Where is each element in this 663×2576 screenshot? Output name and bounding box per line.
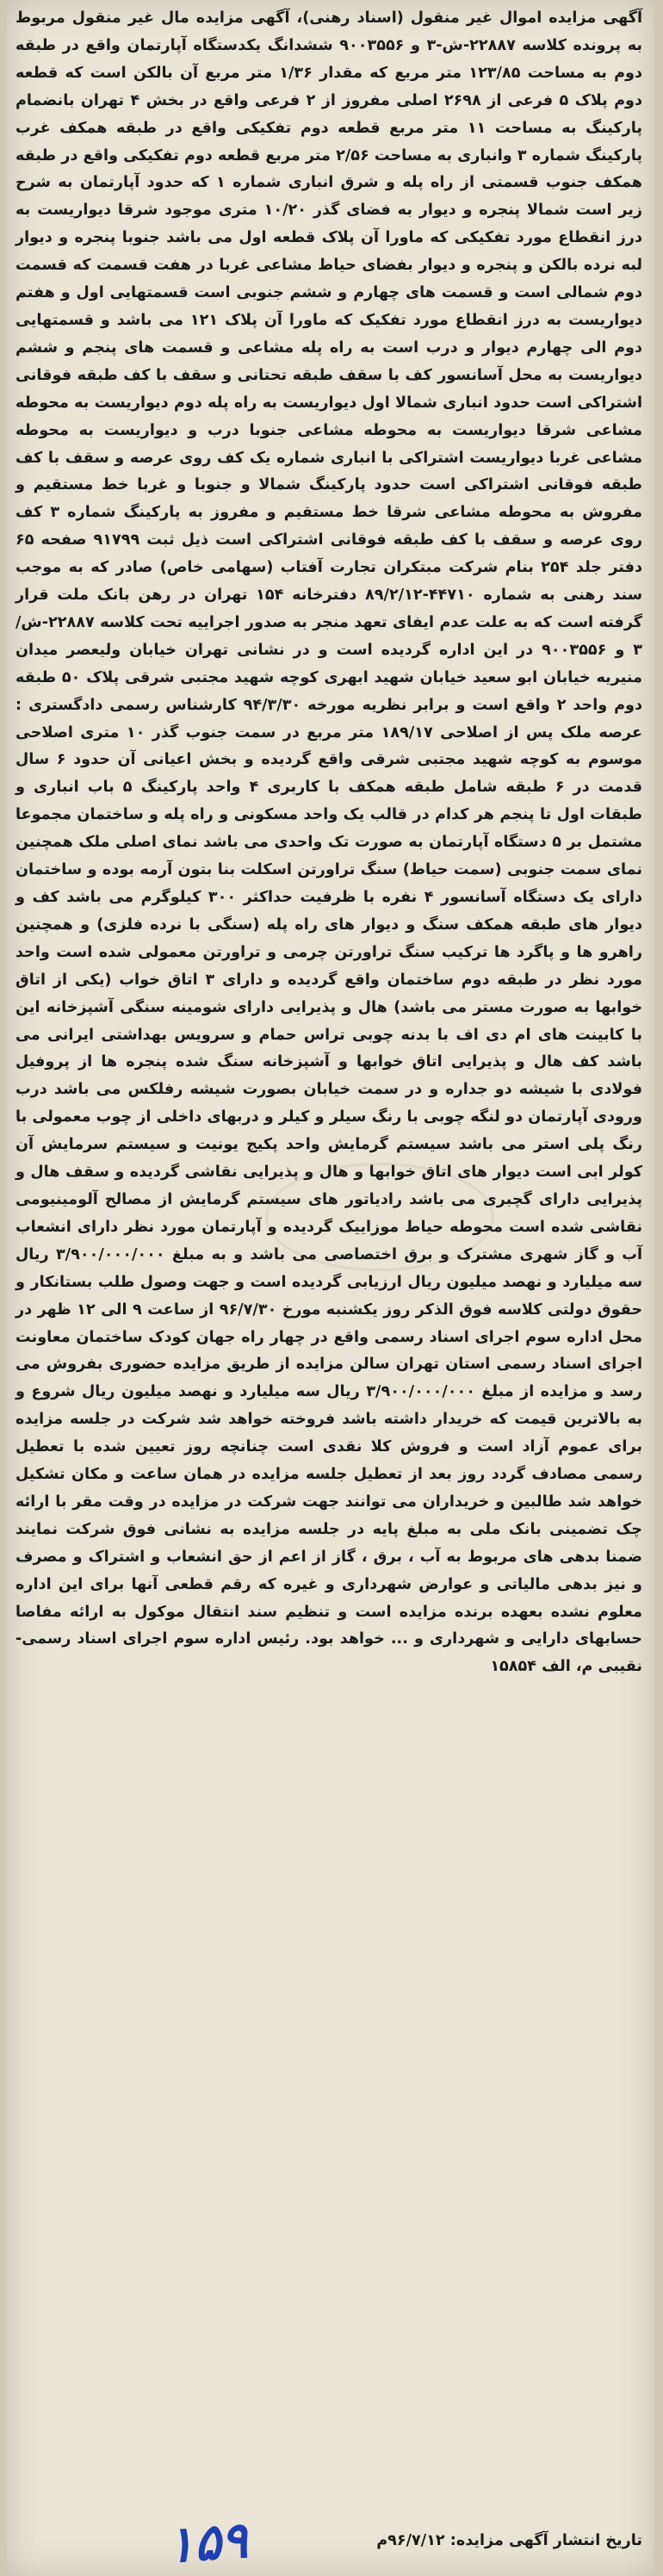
handwritten-page-number: ۱۵۹ xyxy=(164,2510,250,2575)
notice-footer xyxy=(15,2510,642,2575)
publication-date: تاریخ انتشار آگهی مزایده: ۹۶/۷/۱۲م xyxy=(376,2532,642,2549)
newspaper-clipping xyxy=(7,0,654,2576)
auction-notice-text: آگهی مزایده اموال غیر منقول (اسناد رهنی)، آگهی مزایده مال غیر منقول مربوط به پرونده کلاسه ۲۲۸۸۷-ش-۳ و ۹۰۰۳۵۵۶ ششدانگ یکدستگاه آپارتمان واقع در طبقه دوم به مساحت ۱۲۳/۸۵ متر مربع که مقدار ۱/۳۶ متر مربع آن بالکن است که قطعه دوم پلاک ۵ فرعی از ۲۶۹۸ اصلی مفروز از ۲ فرعی واقع در بخش ۴ تهران بانضمام پارکینگ به مساحت ۱۱ متر مربع قطعه دوم تفکیکی واقع در طبقه همکف غرب پارکینگ شماره ۳ وانباری به مساحت ۲/۵۶ متر مربع قطعه دوم تفکیکی واقع در طبقه همکف جنوب قسمتی از راه پله و شرق انباری شماره ۱ که حدود آپارتمان به شرح زیر است شمالا پنجره و دیوار به فضای گذر ۱۰/۲۰ متری موجود شرقا دیواریست به درز انقطاع مورد تفکیکی که ماورا آن پلاک قطعه اول می باشد جنوبا پنجره و دیوار لبه نرده بالکن و پنجره و دیوار بفضای حیاط مشاعی غربا در هفت قسمت که قسمت دوم شمالی است و قسمت های چهارم و ششم جنوبی است قسمتهایی اول و هفتم دیواریست به درز انقطاع مورد تفکیک که ماورا آن پلاک ۱۲۱ می باشد و قسمتهایی دوم الی چهارم دیوار و درب است به راه پله مشاعی و قسمت های پنجم و ششم دیواریست به محل آسانسور کف با سقف طبقه تحتانی و سقف با کف طبقه فوقانی اشتراکی است حدود انباری شمالا اول دیواریست به راه پله دوم دیواریست به محوطه مشاعی شرقا دیواریست به محوطه مشاعی جنوبا درب و دیواریست به محوطه مشاعی غربا دیواریست اشتراکی با انباری شماره یک کف روی عرصه و سقف با کف طبقه فوقانی اشتراکی است حدود پارکینگ شمالا و جنوبا و غربا خط مستقیم و مفروش به محوطه مشاعی شرقا خط مستقیم و مفروز به پارکینگ شماره ۳ کف روی عرصه و سقف با کف طبقه فوقانی اشتراکی است ذیل ثبت ۹۱۷۹۹ صفحه ۶۵ دفتر جلد ۲۵۴ بنام شرکت مبتکران تجارت آفتاب (سهامی خاص) صادر که به موجب سند رهنی به شماره ۴۴۷۱۰-۸۹/۲/۱۲ دفترخانه ۱۵۴ تهران در رهن بانک ملت قرار گرفته است که به علت عدم ایفای تعهد منجر به صدور اجراییه تحت کلاسه ۲۲۸۸۷-ش/۳ و ۹۰۰۳۵۵۶ در این اداره گردیده است و در نشانی تهران خیابان ولیعصر میدان منیریه خیابان ابو سعید خیابان شهید ابهری کوچه شهید مجتبی شرقی پلاک ۵۰ طبقه دوم واحد ۲ واقع است و برابر نظریه مورخه ۹۴/۳/۳۰ کارشناس رسمی دادگستری : عرصه ملک پس از اصلاحی ۱۸۹/۱۷ متر مربع در سمت جنوب گذر ۱۰ متری اصلاحی موسوم به کوچه شهید مجتبی شرقی واقع گردیده و بخش اعیانی آن حدود ۶ سال قدمت در ۶ طبقه شامل طبقه همکف با کاربری ۴ واحد پارکینگ ۵ باب انباری و طبقات اول تا پنجم هر کدام در قالب یک واحد مسکونی و راه پله و ساختمان مجموعا مشتمل بر ۵ دستگاه آپارتمان به صورت تک واحدی می باشد نمای اصلی ملک همچنین نمای سمت جنوبی (سمت حیاط) سنگ تراورتن اسکلت بنا بتون آرمه بوده و ساختمان دارای یک دستگاه آسانسور ۴ نفره با ظرفیت حداکثر ۳۰۰ کیلوگرم می باشد کف و دیوار های طبقه همکف سنگ و دیوار های راه پله (سنگی با نرده فلزی) و همچنین راهرو ها و پاگرد ها ترکیب سنگ تراورتن چرمی و تراورتن معمولی شده است واحد مورد نظر در طبقه دوم ساختمان واقع گردیده و دارای ۳ اتاق خواب (یکی از اتاق خوابها به صورت مستر می باشد) هال و پذیرایی دارای شومینه سنگی آشپزخانه این با کابینت های ام دی اف با بدنه چوبی تراس حمام و سرویس بهداشتی ایرانی می باشد کف هال و پذیرایی اتاق خوابها و آشپزخانه سنگ شده پنجره ها از پروفیل فولادی با شیشه دو جداره و در سمت خیابان بصورت شیشه رفلکس می باشد درب ورودی آپارتمان دو لنگه چوبی با رنگ سیلر و کیلر و دربهای داخلی از چوب معمولی با رنگ پلی استر می باشد سیستم گرمایش واحد پکیج یونیت و سیستم سرمایش آن کولر ابی است دیوار های اتاق خوابها و هال و پذیرایی نقاشی گردیده و سقف هال و پذیرایی دارای گچبری می باشد رادیاتور های سیستم گرمایش از مصالح آلومینیومی نقاشی شده است محوطه حیاط موزاییک گردیده و آپارتمان مورد نظر دارای انشعاب آب و گاز شهری مشترک و برق اختصاصی می باشد و به مبلغ ۳/۹۰۰/۰۰۰/۰۰۰ ریال سه میلیارد و نهصد میلیون ریال ارزیابی گردیده است و جهت وصول طلب بستانکار و حقوق دولتی کلاسه فوق الذکر روز یکشنبه مورخ ۹۶/۷/۳۰ از ساعت ۹ الی ۱۲ ظهر در محل اداره سوم اجرای اسناد رسمی واقع در چهار راه جهان کودک ساختمان معاونت اجرای اسناد رسمی استان تهران سالن مزایده از طریق مزایده حضوری بفروش می رسد و مزایده از مبلغ ۳/۹۰۰/۰۰۰/۰۰۰ ریال سه میلیارد و نهصد میلیون ریال شروع و به بالاترین قیمت که خریدار داشته باشد فروخته خواهد شد شرکت در جلسه مزایده برای عموم آزاد است و فروش کلا نقدی است چنانچه روز تعیین شده با تعطیل رسمی مصادف گردد روز بعد از تعطیل جلسه مزایده در همان ساعت و مکان تشکیل خواهد شد طالبین و خریداران می توانند جهت شرکت در مزایده در وقت مقر با ارائه چک تضمینی بانک ملی به مبلغ پایه در جلسه مزایده به نشانی فوق شرکت نمایند ضمنا بدهی های مربوط به آب ، برق ، گاز از اعم از حق انشعاب و اشتراک و مصرف و نیز بدهی مالیاتی و عوارض شهرداری و غیره که رقم قطعی آنها برای این اداره معلوم نشده بعهده برنده مزایده است و تنظیم سند انتقال موکول به ارائه مفاصا حسابهای دارایی و شهرداری و ... خواهد بود. رئیس اداره سوم اجرای اسناد رسمی- نقیبی م، الف ۱۵۸۵۴ xyxy=(15,9,643,1676)
